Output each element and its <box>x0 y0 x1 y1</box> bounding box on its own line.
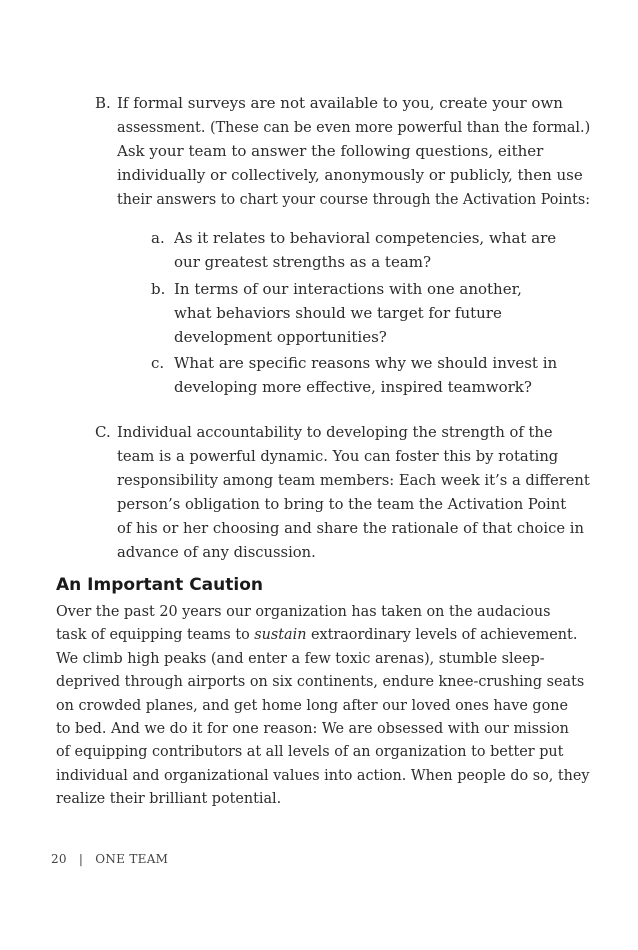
text-line <box>56 623 590 646</box>
page-footer <box>51 852 168 866</box>
text-line: Ask your team to answer the following questions, either <box>117 142 544 160</box>
list-marker: a. <box>151 229 165 247</box>
text-line: assessment. (These can be even more powerful than the formal.) <box>117 118 591 136</box>
text-line: Over the past 20 years our organization has taken on the audacious <box>56 602 551 620</box>
list-marker: B. <box>95 94 111 112</box>
text-line: deprived through airports on six continents, endure knee-crushing seats <box>56 672 585 691</box>
text-line: As it relates to behavioral competencies, what are <box>174 229 557 247</box>
list-item-text <box>174 351 557 399</box>
sub-list-item-c <box>151 351 557 399</box>
text-line: team is a powerful dynamic. You can foster this by rotating <box>117 447 559 465</box>
list-item-text <box>174 277 522 349</box>
list-item-text <box>117 91 591 211</box>
text-line: individual and organizational values into action. When people do so, they <box>56 765 590 784</box>
text-run: extraordinary levels of achievement. <box>306 625 578 644</box>
list-marker: C. <box>95 423 111 441</box>
list-marker: b. <box>151 280 166 298</box>
text-line: person’s obligation to bring to the team the Activation Point <box>117 495 567 513</box>
sub-list-item-a <box>151 226 556 274</box>
text-line: We climb high peaks (and enter a few toxic arenas), stumble sleep- <box>56 648 545 667</box>
text-line: If formal surveys are not available to you, create your own <box>117 94 563 112</box>
text-line: of his or her choosing and share the rationale of that choice in <box>117 519 584 537</box>
list-item-c <box>95 420 599 564</box>
section-paragraph <box>56 600 614 811</box>
list-item-b <box>95 91 591 211</box>
text-line: their answers to chart your course through the Activation Points: <box>117 190 591 208</box>
list-item-text <box>117 420 599 564</box>
list-marker: c. <box>151 354 165 372</box>
text-line: our greatest strengths as a team? <box>174 253 432 271</box>
sub-list-item-b <box>151 277 522 349</box>
text-line: what behaviors should we target for future <box>174 304 502 322</box>
text-line: responsibility among team members: Each week it’s a different <box>117 471 590 489</box>
text-line: of equipping contributors at all levels of an organization to better put <box>56 742 564 761</box>
footer-separator: | <box>78 852 84 866</box>
list-item-text <box>174 226 556 274</box>
text-line: developing more effective, inspired teamwork? <box>174 378 532 396</box>
book-title: ONE TEAM <box>95 852 169 866</box>
text-line: to bed. And we do it for one reason: We are obsessed with our mission <box>56 719 569 738</box>
text-line: on crowded planes, and get home long after our loved ones have gone <box>56 695 568 714</box>
text-line: Individual accountability to developing the strength of the <box>117 423 553 441</box>
text-line: In terms of our interactions with one another, <box>174 280 522 298</box>
text-line: development opportunities? <box>174 328 387 346</box>
text-line: realize their brilliant potential. <box>56 789 282 808</box>
text-line: What are specific reasons why we should invest in <box>174 354 558 372</box>
text-line: individually or collectively, anonymously or publicly, then use <box>117 166 583 184</box>
page-number: 20 <box>51 852 67 866</box>
emphasized-word: sustain <box>254 625 307 644</box>
text-run: task of equipping teams to <box>56 625 255 644</box>
text-line: advance of any discussion. <box>117 543 316 561</box>
section-heading: An Important Caution <box>56 575 263 595</box>
